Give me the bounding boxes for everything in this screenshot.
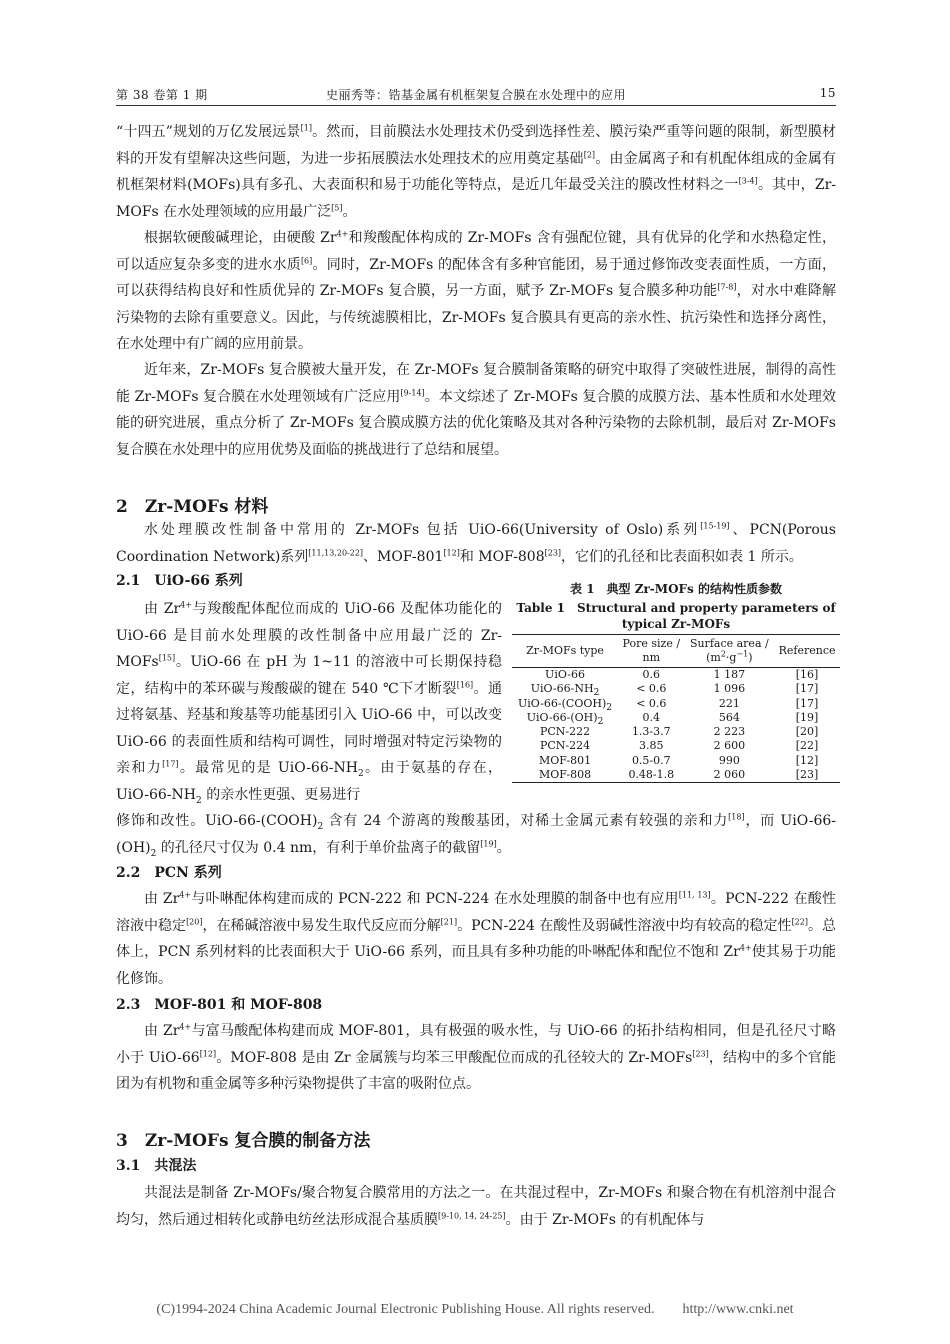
section-2-paragraph [116,517,836,570]
text-run: ，而 UiO-66-(OH) [116,813,836,856]
text-run: 的孔径尺寸仅为 0.4 nm，有利于单价盐离子的截留 [156,839,481,856]
subscript: 2 [196,795,202,806]
citation-superscript: [22] [791,916,808,926]
text-run: 、PCN(Porous Coordination Network)系列 [116,522,836,565]
citation-superscript: [7-8] [717,282,737,292]
citation-superscript: 4+ [336,229,349,239]
page-number: 15 [819,86,836,100]
citation-superscript: [11, 13] [678,890,711,900]
col-header-type: Zr-MOFs type [512,635,618,668]
text-run: 。PCN-224 在酸性及弱碱性溶液中均有较高的稳定性 [457,917,792,934]
text-run: 近年来，Zr-MOFs 复合膜被大量开发，在 Zr-MOFs 复合膜制备策略的研究中取得了突破性进展，制得的高性能 Zr-MOFs 复合膜在水处理领域有广泛应用 [116,362,836,405]
section-2-heading: 2 Zr-MOFs 材料 [116,497,269,517]
text-run: ，它们的孔径和比表面积如表 1 所示。 [561,548,803,565]
citation-superscript: [16] [456,679,474,689]
citation-superscript: [23] [544,547,562,557]
citation-superscript: [6] [300,255,313,265]
subscript: 2 [150,848,157,859]
citation-superscript: 4+ [179,890,192,900]
citation-superscript: [1] [300,123,312,133]
table-row: UiO-$66-NH_2$ < 0.6 1 096 [17] [530,682,819,699]
citation-superscript: 4+ [180,600,192,610]
citation-superscript: [2] [583,149,596,159]
text-run: 的亲水性更强、更易进行 [201,786,361,803]
citation-superscript: [9-14] [400,387,425,397]
section-2-1-heading: 2.1 UiO-66 系列 [116,573,243,589]
col-header-area: Surface area / $(m^2\cdot g^{-1})$ [685,635,775,668]
journal-volume: 第 38 卷第 1 期 [116,88,208,102]
text-run: 与富马酸配体构建而成 MOF-801，具有极强的吸水性，与 UiO-66 的拓扑结构相同，但是孔径尺寸略小于 UiO-66 [116,1023,836,1066]
text-run: 根据软硬酸碱理论，由硬酸 Zr [144,230,337,246]
table-1-caption-en: Table 1 Structural and property parameters of [516,601,836,615]
table-1 [512,634,840,783]
section-2-3-paragraph [116,1018,836,1098]
section-2-2-paragraph [116,886,836,992]
text-run: 由 Zr [144,891,180,907]
text-run: 。其中，Zr-MOFs 在水处理领域的应用最广泛 [116,177,836,220]
citation-superscript: [17] [162,759,179,769]
text-run: 。PCN-222 在酸性溶液中稳定 [116,891,836,934]
text-run: 水处理膜改性制备中常用的 Zr-MOFs 包括 UiO-66(University of Oslo)系列 [144,522,701,538]
text-run: 使其易于功能化修饰。 [116,944,837,987]
text-run: 。同时，Zr-MOFs 的配体含有多种官能团，易于通过修饰改变表面性质，一方面，可以获得结构良好和性质优异的 Zr-MOFs 复合膜，另一方面，赋予 Zr-MOFs 复合膜多种功能 [116,256,837,299]
citation-superscript: [12] [199,1048,217,1058]
text-run: 和羧酸配体构成的 Zr-MOFs 含有强配位键，具有优异的化学和水热稳定性，可以适应复杂多变的进水水质 [116,230,837,273]
citation-superscript: [9-10, 14, 24-25] [438,1210,506,1220]
text-run: 由 Zr [144,601,181,617]
citation-superscript: [5] [331,202,343,212]
text-run: 由 Zr [144,1023,180,1039]
text-run: 。 [342,203,357,220]
citation-superscript: [23] [692,1048,709,1058]
text-run: 。通过将氨基、羟基和羧基等功能基团引入 UiO-66 中，可以改变 UiO-66 的表面性质和结构可调性，同时增强对特定污染物的亲和力 [116,680,502,776]
text-run: 。由于氨基的存在，UiO-66-NH [116,760,503,803]
copyright-footer: (C)1994-2024 China Academic Journal Electronic Publishing House. All rights reserved. http://www.cnki.net [156,1302,794,1317]
text-run: 与羧酸配体配位而成的 UiO-66 及配体功能化的 UiO-66 是目前水处理膜的改性制备中应用最广泛的 Zr-MOFs [116,601,502,670]
intro-paragraph-2 [116,225,836,358]
text-run: “十四五”规划的万亿发展远景 [116,124,301,140]
text-run: 和 MOF-808 [459,548,545,565]
table-row: PCN-224 3.85 2 600 [22] [539,739,819,753]
citation-superscript: [15-19] [700,521,730,531]
table-row: MOF-808 0.48-1.8 2 060 [23] [512,768,840,783]
text-run: 、MOF-801 [363,548,444,565]
table-row: UiO-$66-(COOH)_2$ < 0.6 221 [17] [518,696,819,713]
table-header-row [512,635,840,668]
table-1-caption-en-2: typical Zr-MOFs [621,617,731,631]
table-row: UiO-66 0.6 1 187 [16] [545,668,819,681]
citation-superscript: [19] [480,838,497,848]
text-run: 。 [496,839,511,856]
text-run: 。由金属离子和有机配体组成的金属有机框架材料(MOFs)具有多孔、大表面积和易于功能化等特点，是近几年最受关注的膜改性材料之一 [116,150,837,193]
text-run: 共混法是制备 Zr-MOFs/聚合物复合膜常用的方法之一。在共混过程中，Zr-MOFs 和聚合物在有机溶剂中混合均匀，然后通过相转化或静电纺丝法形成混合基质膜 [116,1185,836,1228]
subscript: 2 [317,821,324,832]
citation-superscript: 4+ [739,943,752,953]
citation-superscript: [15] [158,653,176,663]
citation-superscript: [3-4] [738,176,758,186]
header-rule [116,105,836,106]
intro-paragraph-3 [116,357,836,463]
intro-paragraph-1 [116,119,836,225]
table-row: MOF-801 0.5-0.7 990 [12] [538,753,819,767]
citation-superscript: [18] [728,812,745,822]
col-header-pore: Pore size / nm [618,635,685,668]
article-running-title: 史丽秀等：锆基金属有机框架复合膜在水处理中的应用 [325,88,626,102]
section-2-2-heading: 2.2 PCN 系列 [116,865,222,881]
text-run: ，结构中的多个官能团为有机物和重金属等多种污染物提供了丰富的吸附位点。 [116,1049,837,1092]
text-run: 。最常见的是 UiO-66-NH [178,760,358,776]
text-run: 。MOF-808 是由 Zr 金属簇与均苯三甲酸配位而成的孔径较大的 Zr-MOFs [216,1049,693,1066]
text-run: ，在稀碱溶液中易发生取代反应而分解 [202,917,441,934]
text-run: 。由于 Zr-MOFs 的有机配体与 [505,1211,705,1228]
table-1-caption-cn: 表 1 典型 Zr-MOFs 的结构性质参数 [570,582,782,596]
section-2-1-paragraph-full [116,808,836,861]
text-run: ，对水中难降解污染物的去除有重要意义。因此，与传统滤膜相比，Zr-MOFs 复合膜具有更高的亲水性、抗污染性和选择分离性，在水处理中有广阔的应用前景。 [116,283,836,352]
col-header-reference: Reference [774,635,840,668]
section-3-1-heading: 3.1 共混法 [116,1158,197,1174]
table-row: PCN-222 1.3-3.7 2 223 [20] [539,725,819,739]
citation-superscript: [12] [443,547,460,557]
text-run: 与卟啉配体构建而成的 PCN-222 和 PCN-224 在水处理膜的制备中也有应用 [191,891,679,907]
citation-superscript: [20] [186,916,203,926]
section-2-1-paragraph-left [116,596,502,808]
citation-superscript: 4+ [179,1022,192,1032]
text-run: 。本文综述了 Zr-MOFs 复合膜的成膜方法、基本性质和水处理效能的研究进展，重点分析了 Zr-MOFs 复合膜成膜方法的优化策略及其对各种污染物的去除机制，最后对 Zr-MOFs 复合膜在水处理中的应用优势及面临的挑战进行了总结和展望。 [116,388,837,458]
text-run: 含有 24 个游离的羧酸基团，对稀土金属元素有较强的亲和力 [323,813,729,829]
text-run: 。总体上，PCN 系列材料的比表面积大于 UiO-66 系列，而且具有多种功能的卟啉配体和配位不饱和 Zr [116,917,837,960]
citation-superscript: [11,13,20-22] [308,547,364,557]
text-run: 。然而，目前膜法水处理技术仍受到选择性差、膜污染严重等问题的限制，新型膜材料的开发有望解决这些问题，为进一步拓展膜法水处理技术的应用奠定基础 [116,124,836,167]
section-3-heading: 3 Zr-MOFs 复合膜的制备方法 [116,1131,371,1151]
table-row: UiO-$66-(OH)_2$ 0.4 564 [19] [526,710,819,728]
section-3-1-paragraph [116,1180,836,1233]
citation-superscript: [21] [440,916,458,926]
section-2-3-heading: 2.3 MOF-801 和 MOF-808 [116,997,323,1013]
text-run: 修饰和改性。UiO-66-(COOH) [116,813,318,829]
text-run: 。UiO-66 在 pH 为 1~11 的溶液中可长期保持稳定，结构中的苯环碳与羧酸碳的键在 540 ℃下才断裂 [116,654,502,697]
subscript: 2 [357,768,364,779]
